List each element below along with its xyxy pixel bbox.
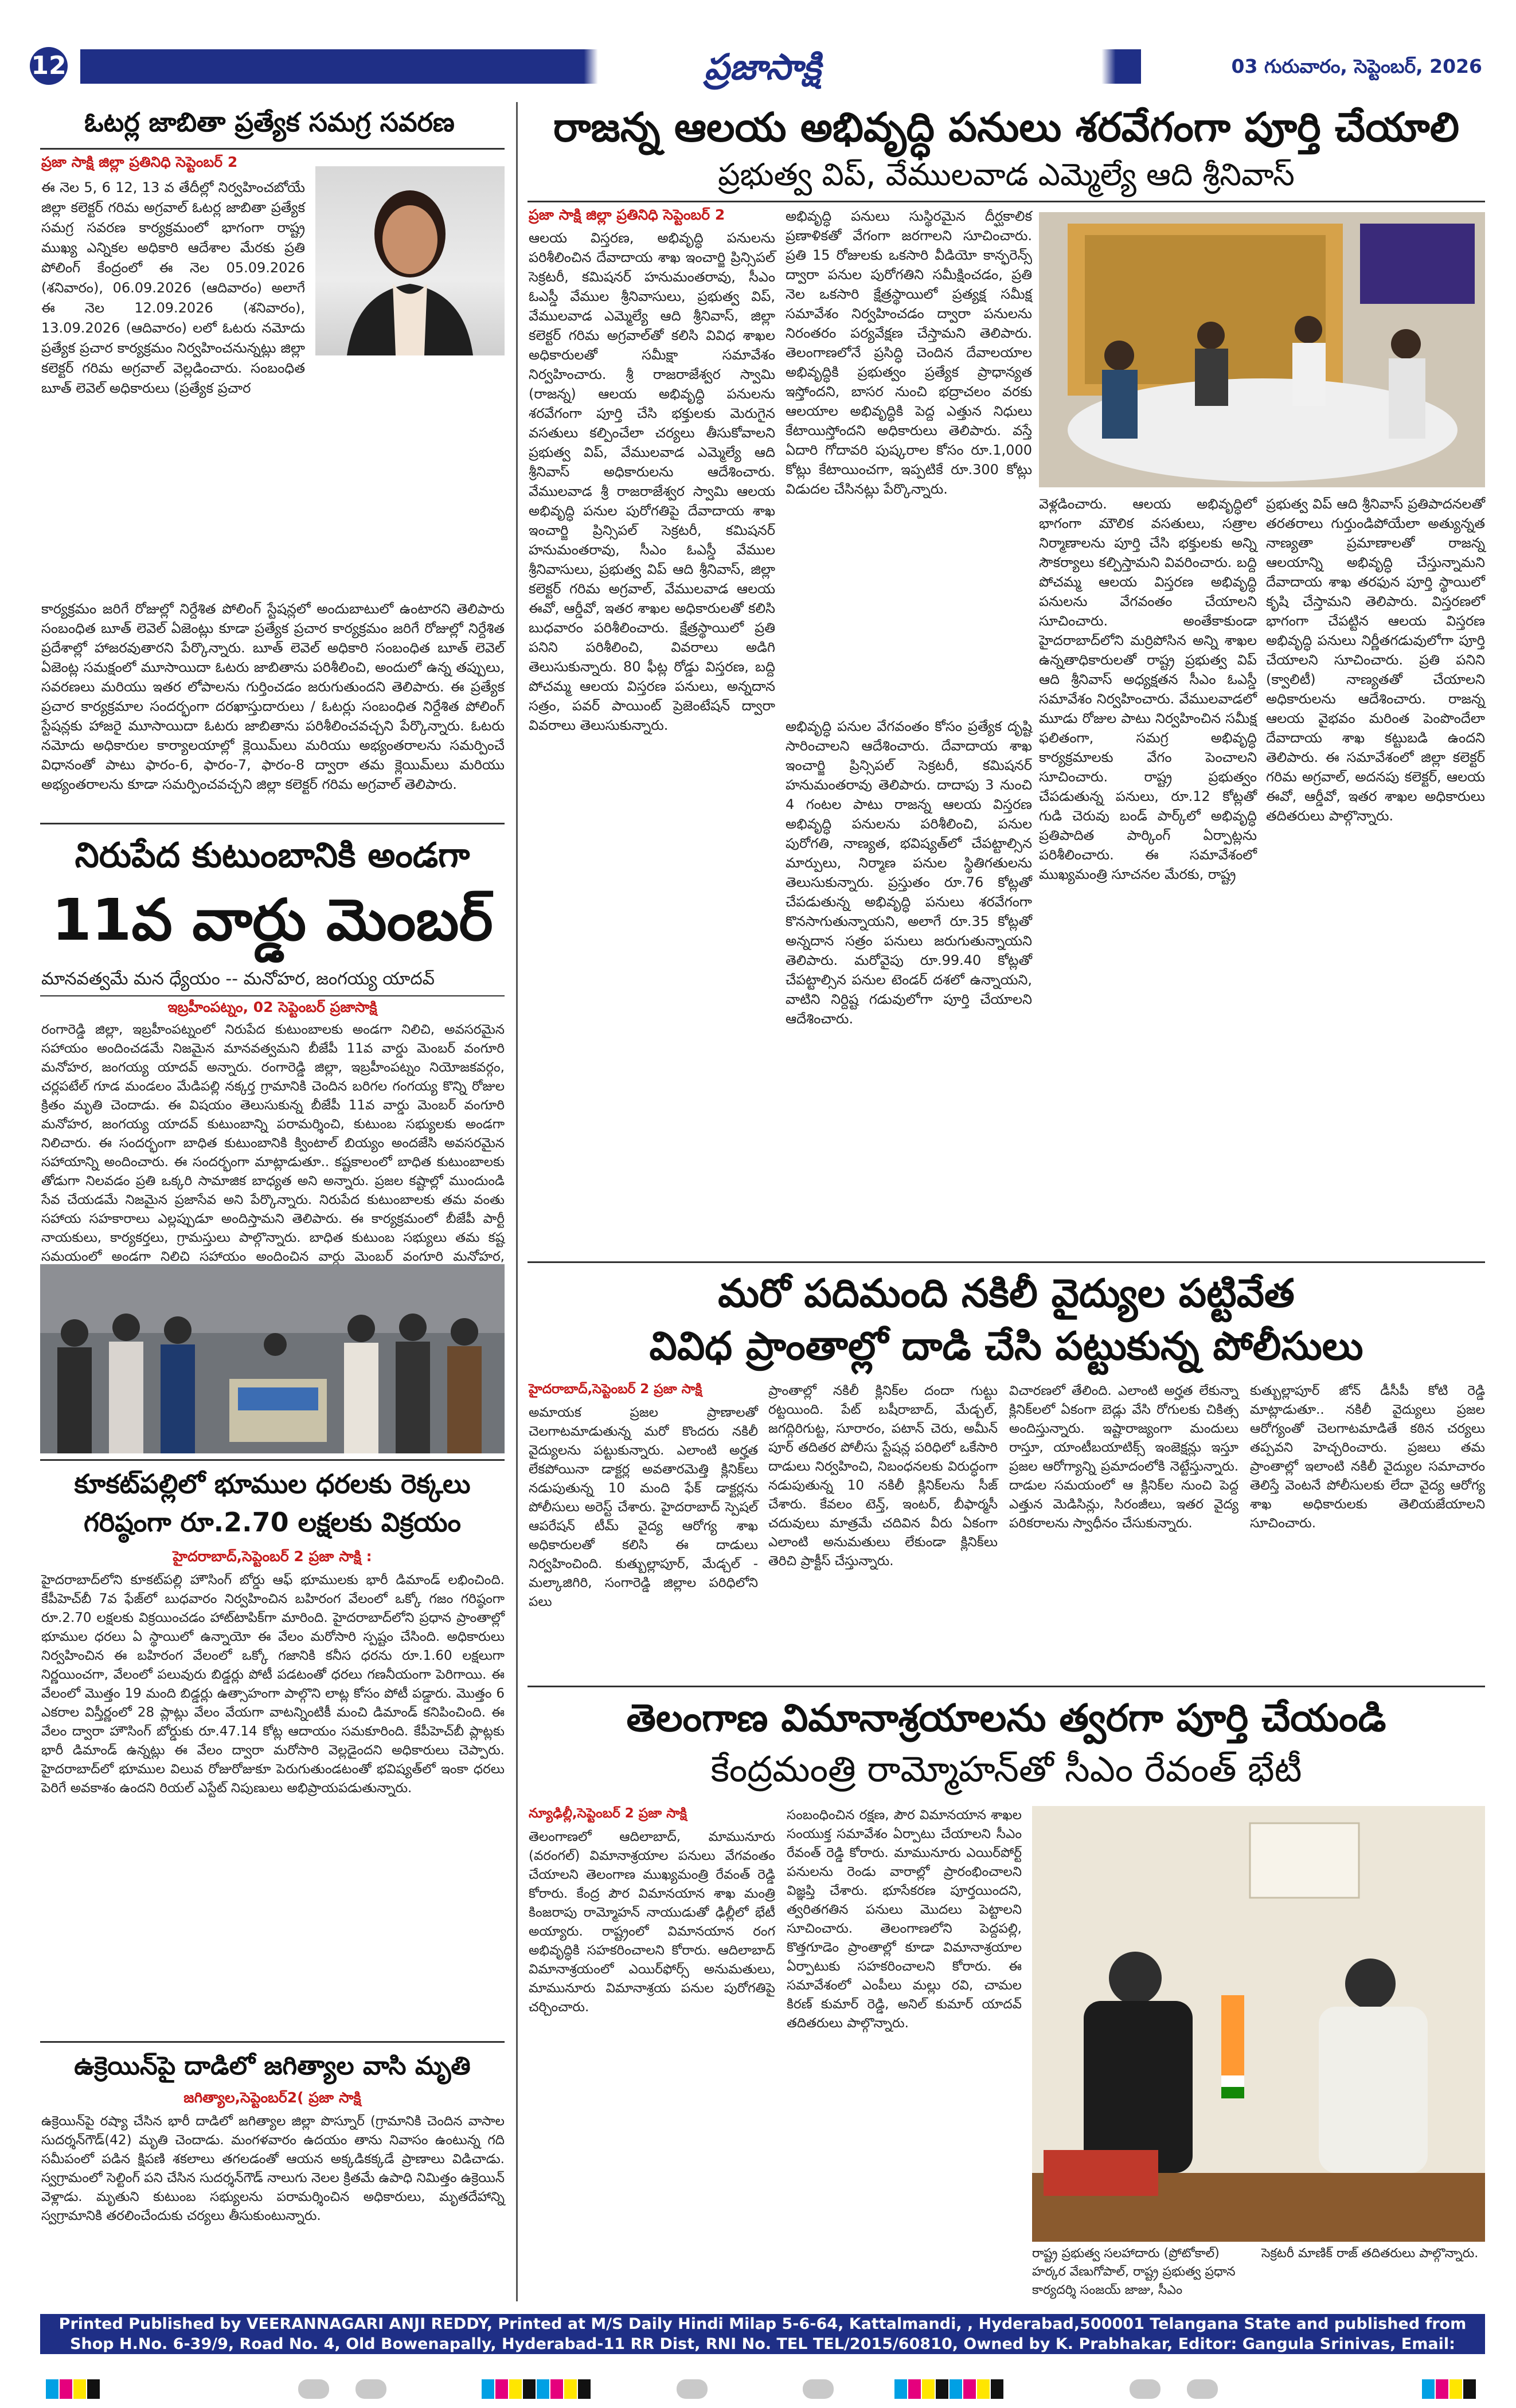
rajanna-dateline: ప్రజా సాక్షి జిల్లా ప్రతినిధి సెప్టెంబర్ 2 (529, 206, 725, 223)
meeting-photo-scene (1039, 212, 1485, 487)
kukatpally-headline-2: గరిష్ఠంగా రూ.2.70 లక్షలకు విక్రయం (84, 1507, 461, 1538)
rajanna-meeting-photo (1039, 212, 1485, 487)
color-swatch (87, 2379, 100, 2399)
color-swatch (963, 2379, 976, 2399)
voter-list-body-1: ఈ నెల 5, 6 12, 13 వ తేదీల్లో నిర్వహించబోయే జిల్లా కలెక్టర్ గరిమ అగ్రవాల్ ఓటర్ల జాబితా ప్రత్యేక సమగ్ర సవరణ కార్యక్రమంలో భాగంగా రాష్ట్ర ముఖ్య ఎన్నికల అధికారి ఆదేశాల మేరకు ప్రతి పోలింగ్ కేంద్రంలో ఈ నెల 05.09.2026 (శనివారం), 06.09.2026 (ఆదివారం) అలాగే ఈ నెల 12.09.2026 (శనివారం), 13.09.2026 (ఆదివారం) లలో ఓటరు నమోదు ప్రత్యేక ప్రచార కార్యక్రమం నిర్వహించనున్నట్లు జిల్లా కలెక్టర్ గరిమ అగ్రవాల్ వెల్లడించారు. సంబంధిత బూత్ లెవెల్ అధికారులు (ప్రత్యేక ప్రచార (41, 179, 305, 396)
fake-doctors-col-3: విచారణలో తేలింది. ఎలాంటి అర్హత లేకున్నా క్లినిక్‌లలో ఏకంగా బెడ్లు వేసి రోగులకు చికిత్స అందిస్తున్నారు. ఇష్టారాజ్యంగా మందులు రాస్తూ, యాంటీబయాటిక్స్ ఇంజెక్షన్లు ఇస్తూ ప్రజల ఆరోగ్యాన్ని ప్రమాదంలోకి నెట్టేస్తున్నారు. దాడుల సమయంలో ఆ క్లినిక్‌ల నుంచి పెద్ద ఎత్తున మెడిసిన్లు, సిరంజీలు, ఇతర వైద్య పరికరాలను స్వాధీనం చేసుకున్నారు. (1009, 1383, 1238, 1531)
kukatpally-body: హైదరాబాద్‌లోని కూకట్‌పల్లి హౌసింగ్ బోర్డు ఆఫ్ భూములకు భారీ డిమాండ్ లభించింది. కేపీహెచ్‌బీ 7వ ఫేజ్‌లో బుధవారం నిర్వహించిన బహిరంగ వేలంలో ఒక్కో గజం గరిష్ఠంగా రూ.2.70 లక్షలకు విక్రయించడం హాట్‌టాపిక్‌గా మారింది. హైదరాబాద్‌లోని ప్రధాన ప్రాంతాల్లో భూముల ధరలు ఏ స్థాయిలో ఉన్నాయో ఈ వేలం మరోసారి స్పష్టం చేసింది. అధికారులు నిర్వహించిన ఈ బహిరంగ వేలంలో ఒక్కో గజానికి కనీస ధరను రూ.1.60 లక్షలుగా నిర్ణయించగా, వేలంలో పలువురు బిడ్డర్లు పోటీ పడటంతో ధరలు గణనీయంగా పెరిగాయి. ఈ వేలంలో మొత్తం 19 మంది బిడ్డర్లు ఉత్సాహంగా పాల్గొని లాట్ల కోసం పోటీ పడ్డారు. మొత్తం 6 ఎకరాల విస్తీర్ణంలో 28 ప్లాట్లు వేలం వేయగా వాటన్నింటికీ మంచి డిమాండ్ కనిపించింది. ఈ వేలం ద్వారా హౌసింగ్ బోర్డుకు రూ.47.14 కోట్ల ఆదాయం సమకూరింది. కేపీహెచ్‌బీ ప్లాట్లకు భారీ డిమాండ్ ఉన్నట్లు ఈ వేలం ద్వారా మరోసారి వెల్లడైందని అధికారులు చెప్పారు. హైదరాబాద్‌లో భూముల విలువ రోజురోజుకూ పెరుగుతుండటంతో భవిష్యత్‌లో ఇంకా ధరలు పెరిగే అవకాశం ఉందని రియల్ ఎస్టేట్ నిపుణులు అభిప్రాయపడుతున్నారు. (41, 1573, 505, 1796)
column-rule (40, 823, 505, 824)
ward-member-group-photo (40, 1264, 505, 1453)
rajanna-col-2: అభివృద్ధి పనుల వేగవంతం కోసం ప్రత్యేక దృష్టి సారించాలని ఆదేశించారు. దేవాదాయ శాఖ ఇంచార్జి ప్రిన్సిపల్ సెక్రటరీ, కమిషనర్ హనుమంతరావు తెలిపారు. దాదాపు 3 నుంచి 4 గంటల పాటు రాజన్న ఆలయ విస్తరణ అభివృద్ధి పనులను పరిశీలించి, పనుల పురోగతి, నాణ్యత, భవిష్యత్‌లో చేపట్టాల్సిన మార్పులు, నిర్మాణ పనుల స్థితిగతులను తెలుసుకున్నారు. ప్రస్తుతం రూ.76 కోట్లతో చేపడుతున్న అభివృద్ధి పనులు శరవేగంగా కొనసాగుతున్నాయని, అలాగే రూ.35 కోట్లతో అన్నదాన సత్రం పనులు జరుగుతున్నాయని తెలిపారు. మరోవైపు రూ.99.40 కోట్లతో చేపట్టాల్సిన పనుల టెండర్ దశలో ఉన్నాయని, వాటిని నిర్దిష్ట గడువులోగా పూర్తి చేయాలని ఆదేశించారు. (786, 718, 1032, 1027)
voter-list-body-2: కార్యక్రమం జరిగే రోజుల్లో నిర్దేశిత పోలింగ్ స్టేషన్లలో అందుబాటులో ఉంటారని తెలిపారు సంబంధిత బూత్ లెవెల్ ఏజెంట్లు కూడా ప్రత్యేక ప్రచార కార్యక్రమం జరిగే రోజుల్లో నిర్దేశిత ప్రదేశాల్లో హాజరవుతారని పేర్కొన్నారు. బూత్ లెవెల్ అధికారి సంబంధిత బూత్ లెవెల్ ఏజెంట్ల సమక్షంలో మూసాయిదా ఓటరు జాబితాను పరిశీలించి, అందులో ఉన్న తప్పులు, సవరణలు మరియు ఇతర లోపాలను గుర్తించడం జరుగుతుందని తెలిపారు. ఈ ప్రత్యేక ప్రచార కార్యక్రమాల సందర్భంగా దరఖాస్తుదారులు / ఓటర్లు సంబంధిత నిర్దేశిత పోలింగ్ స్టేషన్లకు హాజరై మూసాయిదా ఓటరు జాబితాను పరిశీలించవచ్చని పేర్కొన్నారు. ఓటరు నమోదు అధికారుల కార్యాలయాల్లో క్లెయిమ్‌లు మరియు అభ్యంతరాలను సమర్పించే విధానంతో పాటు ఫారం-6, ఫారం-7, ఫారం-8 ద్వారా తమ క్లెయిమ్‌లు మరియు అభ్యంతరాలను కూడా సమర్పించవచ్చని జిల్లా కలెక్టర్ గరిమ అగ్రవాల్ తెలిపారు. (41, 601, 505, 792)
fake-doctors-dateline: హైదరాబాద్,సెప్టెంబర్ 2 ప్రజా సాక్షి (529, 1382, 702, 1397)
gray-pill (298, 2379, 329, 2399)
column-divider (516, 102, 518, 2301)
gray-pill (355, 2379, 386, 2399)
column-rule (40, 995, 505, 996)
color-swatch (578, 2379, 591, 2399)
ward-member-headline-1: నిరుపేద కుటుంబానికి అండగా (75, 835, 470, 875)
fake-doctors-col-4: కుత్బుల్లాపూర్ జోన్ డీసీపీ కోటి రెడ్డి మాట్లాడుతూ.. నకిలీ వైద్యులు ప్రజల ఆరోగ్యంతో చెలగాటమాడితే కఠిన చర్యలు తప్పవని హెచ్చరించారు. ప్రజలు తమ ప్రాంతాల్లో ఇలాంటి నకిలీ వైద్యుల సమాచారం తెలిస్తే వెంటనే పోలీసులకు లేదా వైద్య ఆరోగ్య శాఖ అధికారులకు తెలియజేయాలని సూచించారు. (1250, 1383, 1485, 1531)
airports-col-2: సంబంధించిన రక్షణ, పౌర విమానయాన శాఖల సంయుక్త సమావేశం ఏర్పాటు చేయాలని సీఎం రేవంత్ రెడ్డి కోరారు. మామునూరు ఎయిర్‌పోర్ట్ పనులను రెండు వారాల్లో ప్రారంభించాలని విజ్ఞప్తి చేశారు. భూసేకరణ పూర్తయిందని, త్వరితగతిన పనులు మొదలు పెట్టాలని సూచించారు. తెలంగాణలోని పెద్దపల్లి, కొత్తగూడెం ప్రాంతాల్లో కూడా విమానాశ్రయాల ఏర్పాటుకు సహకరించాలని కోరారు. ఈ సమావేశంలో ఎంపీలు మల్లు రవి, చామల కిరణ్ కుమార్ రెడ్డి, అనిల్ కుమార్ యాదవ్ తదితరులు పాల్గొన్నారు. (787, 1808, 1022, 2031)
color-swatch (73, 2379, 86, 2399)
issue-date: 03 గురువారం, సెప్టెంబర్, 2026 (1231, 55, 1482, 77)
color-swatch (550, 2379, 563, 2399)
color-swatch (495, 2379, 508, 2399)
ward-member-body: రంగారెడ్డి జిల్లా, ఇబ్రహీంపట్నంలో నిరుపేద కుటుంబాలకు అండగా నిలిచి, అవసరమైన సహాయం అందించడమే నిజమైన మానవత్వమని బీజేపీ 11వ వార్డు మెంబర్ వంగూరి మనోహర, జంగయ్య యాదవ్ అన్నారు. రంగారెడ్డి జిల్లా, ఇబ్రహీంపట్నం నియోజకవర్గం, చర్లపటేల్ గూడ మండలం మేడిపల్లి నక్కర్త గ్రామానికి చెందిన బరిగల గంగయ్య కొన్ని రోజుల క్రితం మృతి చెందాడు. ఈ విషయం తెలుసుకున్న బీజేపీ 11వ వార్డు మెంబర్ వంగూరి మనోహర, జంగయ్య యాదవ్ కుటుంబాన్ని పరామర్శించి, కుటుంబ సభ్యులకు అండగా నిలిచారు. ఈ సందర్భంగా బాధిత కుటుంబానికి క్వింటాల్ బియ్యం అందజేసి అవసరమైన సహాయాన్ని అందించారు. ఈ సందర్భంగా మాట్లాడుతూ.. కష్టకాలంలో బాధిత కుటుంబాలకు తోడుగా నిలవడం ప్రతి ఒక్కరి సామాజిక బాధ్యత అని అన్నారు. ప్రజల కష్టాల్లో ముందుండి సేవ చేయడమే నిజమైన ప్రజాసేవ అని పేర్కొన్నారు. నిరుపేద కుటుంబాలకు తమ వంతు సహాయ సహకారాలు ఎల్లప్పుడూ అందిస్తామని తెలిపారు. ఈ కార్యక్రమంలో బీజేపీ పార్టీ నాయకులు, కార్యకర్తలు, గ్రామస్తులు పాల్గొన్నారు. బాధిత కుటుంబ సభ్యులు తమ కష్ట సమయంలో అండగా నిలిచి సహాయం అందించిన వార్డు మెంబర్ వంగూరి మనోహర, (41, 1022, 505, 1264)
color-swatch (922, 2379, 935, 2399)
color-swatch (60, 2379, 72, 2399)
kukatpally-headline-1: కూకట్‌పల్లిలో భూముల ధరలకు రెక్కలు (74, 1468, 471, 1499)
gray-pill (677, 2379, 708, 2399)
fake-doctors-headline-1: మరో పదిమంది నకిలీ వైద్యుల పట్టివేత (718, 1271, 1295, 1316)
rajanna-subhead: ప్రభుత్వ విప్, వేములవాడ ఎమ్మెల్యే ఆది శ్రీనివాస్ (718, 157, 1295, 193)
color-swatch (1449, 2379, 1462, 2399)
color-swatch (523, 2379, 536, 2399)
column-rule (40, 148, 505, 150)
color-swatch (1436, 2379, 1448, 2399)
column-rule (528, 1686, 1485, 1687)
kukatpally-dateline: హైదరాబాద్,సెప్టెంబర్ 2 ప్రజా సాక్షి : (173, 1548, 372, 1565)
color-swatch (1463, 2379, 1476, 2399)
ward-member-subhead: మానవత్వమే మన ధ్యేయం -- మనోహర, జంగయ్య యాదవ్ (41, 969, 435, 989)
imprint-footer: Printed Published by VEERANNAGARI ANJI REDDY, Printed at M/S Daily Hindi Milap 5-6-64, Kattalmandi, , Hyderabad,500001 Telangana State and published from Shop H.No. 6-39/9, Road No. 4, Old Bowenapally, Hyderabad-11 RR Dist, RNI No. TEL TEL/2015/60810, Owned by K. Prabhakar, Editor: Gangula Srinivas, Email: Prajaasakshi@gmail.com, Ph.No. 040-23327107 (40, 2314, 1485, 2354)
gray-pill (1187, 2379, 1218, 2399)
airports-headline-1: తెలంగాణ విమానాశ్రయాలను త్వరగా పూర్తి చేయండి (626, 1696, 1386, 1740)
fake-doctors-col-1: అమాయక ప్రజల ప్రాణాలతో చెలగాటమాడుతున్న మరో కొందరు నకిలీ వైద్యులను పట్టుకున్నారు. ఎలాంటి అర్హత లేకపోయినా డాక్టర్ల అవతారమెత్తి క్లినిక్‌లు నడుపుతున్న 10 మంది ఫేక్ డాక్టర్లను పోలీసులు అరెస్ట్ చేశారు. హైదరాబాద్ స్పెషల్ ఆపరేషన్ టీమ్ వైద్య ఆరోగ్య శాఖ అధికారులతో కలిసి ఈ దాడులు నిర్వహించింది. కుత్బుల్లాపూర్, మేడ్చల్ - మల్కాజిగిరి, సంగారెడ్డి జిల్లాల పరిధిలోని పలు (529, 1405, 758, 1609)
color-swatch (46, 2379, 58, 2399)
rajanna-col-5: ప్రభుత్వ విప్ ఆది శ్రీనివాస్ ప్రతిపాదనలతో తరతరాలు గుర్తుండిపోయేలా అత్యున్నత నాణ్యతా ప్రమాణాలతో రాజన్న ఆలయాన్ని అభివృద్ధి చేస్తున్నామని దేవాదాయ శాఖ తరఫున పూర్తి స్థాయిలో కృషి చేస్తామని తెలిపారు. విస్తరణలో భాగంగా చేపట్టిన ఆలయ విస్తరణ అభివృద్ధి పనులు నిర్ణీతగడువులోగా పూర్తి చేయాలని సూచించారు. ప్రతి పనిని (క్వాలిటీ) నాణ్యతతో చేయాలని అధికారులను ఆదేశించారు. రాజన్న ఆలయ వైభవం మరింత పెంపొందేలా దేవాదాయ శాఖ కట్టుబడి ఉందని తెలిపారు. ఈ సమావేశంలో జిల్లా కలెక్టర్ గరిమ అగ్రవాల్, అదనపు కలెక్టర్, ఆలయ ఈవో, ఆర్డీవో, ఇతర శాఖల అధికారులు తదితరులు పాల్గొన్నారు. (1266, 496, 1485, 824)
ward-member-dateline: ఇబ్రహీంపట్నం, 02 సెప్టెంబర్ ప్రజాసాక్షి (167, 999, 377, 1015)
ukraine-dateline: జగిత్యాల,సెప్టెంబర్2( ప్రజా సాక్షి (183, 2089, 361, 2106)
gray-pill (803, 2379, 834, 2399)
cm-union-minister-photo (1032, 1806, 1485, 2242)
color-swatch (1422, 2379, 1435, 2399)
color-swatch (936, 2379, 948, 2399)
photo-caption-right: సెక్రటరీ మాణిక్ రాజ్ తదితరులు పాల్గొన్నారు. (1261, 2246, 1479, 2261)
rajanna-headline: రాజన్న ఆలయ అభివృద్ధి పనులు శరవేగంగా పూర్తి చేయాలి (553, 104, 1460, 151)
gray-pill (1130, 2379, 1161, 2399)
fake-doctors-col-2: ప్రాంతాల్లో నకిలీ క్లినిక్‌ల దందా గుట్టు రట్టయింది. పేట్ బషీరాబాద్, మేడ్చల్, జగద్గిరిగుట్ట, సూరారం, పటాన్ చెరు, అమీన్ పూర్ తదితర పోలీసు స్టేషన్ల పరిధిలో ఒకేసారి దాడులు నిర్వహించి, నిబంధనలకు విరుద్ధంగా నడుపుతున్న 10 నకిలీ క్లినిక్‌లను సీజ్ చేశారు. కేవలం టెన్త్, ఇంటర్, బీఫార్మసీ చదువులు మాత్రమే చదివిన వీరు ఏకంగా ఎలాంటి అనుమతులు లేకుండా క్లినిక్‌లు తెరిచి ప్రాక్టీస్ చేస్తున్నారు. (768, 1383, 998, 1569)
color-swatch (894, 2379, 907, 2399)
airports-dateline: న్యూఢిల్లీ,సెప్టెంబర్ 2 ప్రజా సాక్షి (529, 1806, 687, 1821)
color-swatch (950, 2379, 962, 2399)
ward-member-headline-2: 11వ వార్డు మెంబర్ (52, 886, 493, 953)
ukraine-headline: ఉక్రెయిన్‌పై దాడిలో జగిత్యాల వాసి మృతి (74, 2051, 471, 2081)
column-rule (40, 1459, 505, 1461)
voter-list-dateline: ప్రజా సాక్షి జిల్లా ప్రతినిధి సెప్టెంబర్ 2 (41, 154, 238, 170)
color-swatch (509, 2379, 522, 2399)
color-swatch (537, 2379, 549, 2399)
color-swatch (908, 2379, 921, 2399)
column-rule (40, 2041, 505, 2043)
page-number: 12 (30, 47, 68, 85)
color-swatch (482, 2379, 494, 2399)
collector-portrait-photo (315, 166, 505, 355)
rajanna-col-4: వెళ్లడించారు. ఆలయ అభివృద్ధిలో భాగంగా మౌలిక వసతులు, సత్రాల నిర్మాణాలను పూర్తి చేసి భక్తులకు అన్ని సౌకర్యాలు కల్పిస్తామని వివరించారు. బద్ది పోచమ్మ ఆలయ విస్తరణ అభివృద్ధి పనులను వేగవంతం చేయాలని సూచించారు. అంతేకాకుండా హైదరాబాద్‌లోని మర్రిపోసిన అన్ని శాఖల ఉన్నతాధికారులతో రాష్ట్ర ప్రభుత్వ విప్ ఆది శ్రీనివాస్ అధ్యక్షతన సీఎం ఓఎస్డీ సమావేశం నిర్వహించారు. వేములవాడలో మూడు రోజుల పాటు నిర్వహించిన సమీక్ష ఫలితంగా, సమగ్ర అభివృద్ధి కార్యక్రమాలకు వేగం పెంచాలని సూచించారు. రాష్ట్ర ప్రభుత్వం చేపడుతున్న పనులు, రూ.12 కోట్లతో గుడి చెరువు బండ్ పార్క్‌లో అభివృద్ధి ప్రతిపాదిత పార్కింగ్ ఏర్పాట్లను పరిశీలించారు. ఈ సమావేశంలో ముఖ్యమంత్రి సూచనల మేరకు, రాష్ట్ర (1039, 496, 1257, 882)
ukraine-body: ఉక్రెయిన్‌పై రష్యా చేసిన భారీ దాడిలో జగిత్యాల జిల్లా పొస్నూర్ (గ్రామానికి చెందిన వాసాల సుదర్శన్‌గౌడ్(42) మృతి చెందాడు. మంగళవారం ఉదయం తాను నివాసం ఉంటున్న గది సమీపంలో పడిన క్షిపణి శకలాలు తగలడంతో ఆయన అక్కడికక్కడే ప్రాణాలు విడిచాడు. స్వగ్రామంలో సెల్టింగ్ పని చేసిన సుదర్శన్‌గౌడ్ నాలుగు నెలల క్రితమే ఉపాధి నిమిత్తం ఉక్రెయిన్ వెళ్లాడు. మృతుని కుటుంబ సభ్యులను పరామర్శించిన అధికారులు, మృతదేహాన్ని స్వగ్రామానికి తరలించేందుకు చర్యలు తీసుకుంటున్నారు. (41, 2114, 505, 2223)
column-rule (528, 201, 1485, 202)
portrait-figure (315, 166, 505, 355)
rajanna-col-3: అభివృద్ధి పనులు సుస్థిరమైన దీర్ఘకాలిక ప్రణాళికతో వేగంగా జరగాలని సూచించారు. ప్రతి 15 రోజులకు ఒకసారి వీడియో కాన్ఫరెన్స్ ద్వారా పనుల పురోగతిని సమీక్షించడం, ప్రతి నెల ఒకసారి క్షేత్రస్థాయిలో ప్రత్యక్ష సమీక్ష సమావేశం నిర్వహించడం ద్వారా పనులను నిరంతరం పర్యవేక్షణ చేస్తామని తెలిపారు. తెలంగాణలోనే ప్రసిద్ధి చెందిన దేవాలయాల అభివృద్ధికి ప్రభుత్వం ప్రత్యేక ప్రాధాన్యత ఇస్తోందని, బాసర నుంచి భద్రాచలం వరకు ఆలయాల అభివృద్ధికి పెద్ద ఎత్తున నిధులు కేటాయిస్తోందని అధికారులు తెలిపారు. వస్తే ఏదారి గోదావరి పుష్కరాల కోసం రూ.1,000 కోట్లు కేటాయించగా, ఇప్పటికే రూ.300 కోట్లు విడుదల చేసినట్లు పేర్కొన్నారు. (786, 208, 1032, 497)
airports-col-1: తెలంగాణలో ఆదిలాబాద్, మామునూరు (వరంగల్) విమానాశ్రయాల పనులు వేగవంతం చేయాలని తెలంగాణ ముఖ్యమంత్రి రేవంత్ రెడ్డి కోరారు. కేంద్ర పౌర విమానయాన శాఖ మంత్రి కింజరాపు రామ్మోహన్ నాయుడుతో ఢిల్లీలో భేటీ అయ్యారు. రాష్ట్రంలో విమానయాన రంగ అభివృద్ధికి సహకరించాలని కోరారు. ఆదిలాబాద్ విమానాశ్రయంలో ఎయిర్‌ఫోర్స్ అనుమతులు, మామునూరు విమానాశ్రయ పనుల పురోగతిపై చర్చించారు. (529, 1830, 775, 2015)
newspaper-name: ప్రజాసాక్షి (704, 46, 821, 88)
voter-list-headline: ఓటర్ల జాబితా ప్రత్యేక సమగ్ర సవరణ (84, 107, 455, 138)
group-photo-figures (40, 1264, 505, 1453)
rajanna-col-1: ఆలయ విస్తరణ, అభివృద్ధి పనులను పరిశీలించిన దేవాదాయ శాఖ ఇంచార్జి ప్రిన్సిపల్ సెక్రటరీ, కమిషనర్ హనుమంతరావు, సీఎం ఓఎస్డీ వేముల శ్రీనివాసులు, ప్రభుత్వ విప్, వేములవాడ ఎమ్మెల్యే ఆది శ్రీనివాస్, జిల్లా కలెక్టర్ గరిమ అగ్రవాల్‌తో కలిసి వివిధ శాఖల అధికారులతో సమీక్షా సమావేశం నిర్వహించారు. శ్రీ రాజరాజేశ్వర స్వామి (రాజన్న) ఆలయ అభివృద్ధి పనులను శరవేగంగా పూర్తి చేసి భక్తులకు మెరుగైన వసతులు కల్పించేలా చర్యలు తీసుకోవాలని ప్రభుత్వ విప్, వేములవాడ ఎమ్మెల్యే ఆది శ్రీనివాస్ అధికారులను ఆదేశించారు. వేములవాడ శ్రీ రాజరాజేశ్వర స్వామి ఆలయ అభివృద్ధి పనుల పురోగతిపై దేవాదాయ శాఖ ఇంచార్జి ప్రిన్సిపల్ సెక్రటరీ, కమిషనర్ హనుమంతరావు, సీఎం ఓఎస్డీ వేముల శ్రీనివాసులు, ప్రభుత్వ విప్ ఆది శ్రీనివాస్, జిల్లా కలెక్టర్ గరిమ అగ్రవాల్, వేములవాడ ఆలయ ఈవో, ఆర్డీవో, ఇతర శాఖల అధికారులతో కలిసి బుధవారం పరిశీలించారు. క్షేత్రస్థాయిలో ప్రతి పనిని పరిశీలించి, వివరాలు అడిగి తెలుసుకున్నారు. 80 ఫీట్ల రోడ్డు విస్తరణ, బద్ది పోచమ్మ ఆలయ విస్తరణ పనులు, అన్నదాన సత్రం, పవర్ పాయింట్ ప్రెజెంటేషన్ ద్వారా వివరాలు తెలుసుకున్నారు. (529, 230, 775, 733)
color-swatch (564, 2379, 577, 2399)
photo-caption-left: రాష్ట్ర ప్రభుత్వ సలహాదారు (ప్రోటోకాల్) హర్కర వేణుగోపాల్, రాష్ట్ర ప్రభుత్వ ప్రధాన కార్యదర్శి సంజయ్ జాజు, సీఎం (1032, 2246, 1236, 2297)
color-swatch (991, 2379, 1003, 2399)
color-swatch (977, 2379, 990, 2399)
meeting-photo-figures (1032, 1806, 1485, 2242)
column-rule (528, 1261, 1485, 1263)
fake-doctors-headline-2: వివిధ ప్రాంతాల్లో దాడి చేసి పట్టుకున్న పోలీసులు (649, 1324, 1363, 1369)
airports-headline-2: కేంద్రమంత్రి రామ్మోహన్‌తో సీఎం రేవంత్ భేటీ (710, 1748, 1302, 1790)
